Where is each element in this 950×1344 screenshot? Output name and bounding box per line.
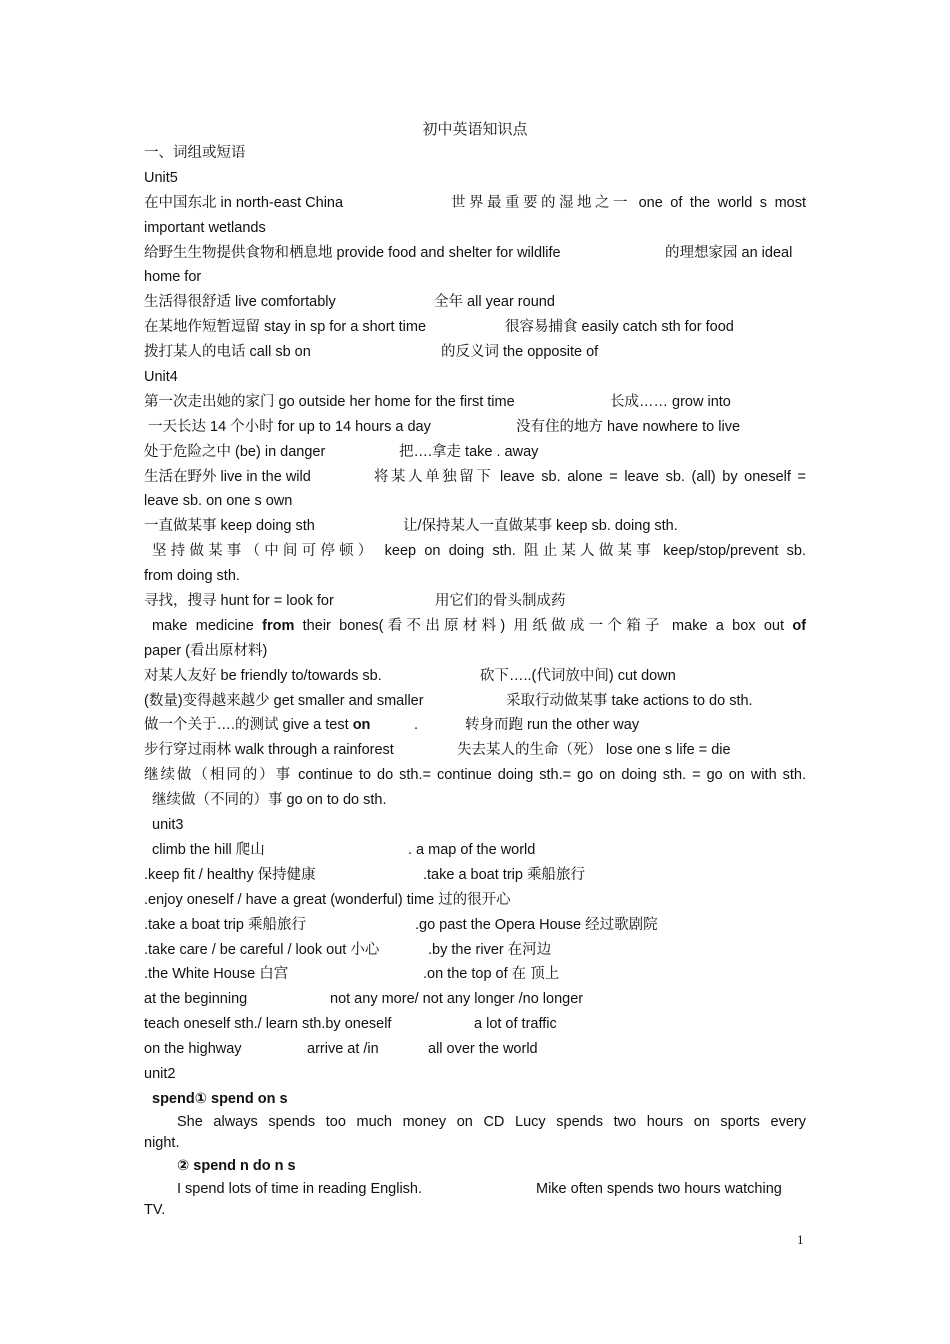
list-item: important wetlands [144, 219, 266, 236]
page-title: 初中英语知识点 [422, 120, 528, 138]
list-item: spend① spend on s [152, 1090, 288, 1107]
list-item: 做一个关于….的测试 give a test on . 转身而跑 run the other way [144, 717, 640, 734]
list-item: 在某地作短暂逗留 stay in sp for a short time 很容易捕食 easily catch sth for food [144, 319, 734, 336]
example-sentence: I spend lots of time in reading English. Mike often spends two hours watching [177, 1180, 782, 1197]
list-item: on the highway arrive at /in all over the world [144, 1041, 538, 1058]
unit-heading: unit3 [152, 817, 184, 834]
list-item: leave sb. on one s own [144, 493, 293, 510]
list-item: 继续做（不同的）事 go on to do sth. [152, 792, 387, 809]
list-item: at the beginning not any more/ not any longer /no longer [144, 991, 584, 1008]
list-item: 一直做某事 keep doing sth 让/保持某人一直做某事 keep sb. doing sth. [144, 518, 678, 535]
list-item: .enjoy oneself / have a great (wonderful) time 过的很开心 [144, 891, 511, 908]
list-item: 寻找，搜寻 hunt for = look for 用它们的骨头制成药 [144, 593, 566, 610]
list-item: make medicine from their bones(看不出原材料) 用纸做成一个箱子 make a box out of [152, 617, 806, 634]
list-item: 坚持做某事（中间可停顿） keep on doing sth. 阻止某人做某事 keep/stop/prevent sb. [152, 543, 806, 560]
example-sentence: night. [144, 1134, 180, 1151]
list-item: 步行穿过雨林 walk through a rainforest 失去某人的生命（死） lose one s life = die [144, 742, 731, 759]
list-item: 对某人友好 be friendly to/towards sb. 砍下…..(代词放中间) cut down [144, 667, 676, 684]
list-item: .take care / be careful / look out 小心 .by the river 在河边 [144, 941, 552, 958]
list-item: 第一次走出她的家门 go outside her home for the first time 长成…… grow into [144, 393, 731, 410]
list-item: from doing sth. [144, 568, 240, 585]
list-item: ② spend n do n s [177, 1157, 296, 1174]
list-item: (数量)变得越来越少 get smaller and smaller 采取行动做某事 take actions to do sth. [144, 692, 753, 709]
unit-heading: Unit5 [144, 169, 178, 186]
list-item: 在中国东北 in north-east China 世界最重要的湿地之一 one of the world s most [144, 194, 806, 211]
list-item: 拨打某人的电话 call sb on 的反义词 the opposite of [144, 344, 599, 361]
list-item: climb the hill 爬山 . a map of the world [152, 841, 536, 858]
list-item: .the White House 白宫 .on the top of 在 顶上 [144, 966, 560, 983]
example-sentence: TV. [144, 1201, 166, 1218]
list-item: .keep fit / healthy 保持健康 .take a boat trip 乘船旅行 [144, 866, 585, 883]
list-item: 处于危险之中 (be) in danger 把….拿走 take . away [144, 443, 539, 460]
section-heading: 一、词组或短语 [144, 145, 246, 161]
unit-heading: Unit4 [144, 369, 178, 386]
list-item: .take a boat trip 乘船旅行 .go past the Opera House 经过歌剧院 [144, 916, 658, 933]
page-number: 1 [797, 1232, 804, 1247]
list-item: 生活得很舒适 live comfortably 全年 all year round [144, 294, 555, 311]
list-item: 给野生生物提供食物和栖息地 provide food and shelter for wildlife 的理想家园 an ideal [144, 244, 793, 261]
list-item: home for [144, 269, 202, 286]
list-item: 继续做（相同的）事 continue to do sth.= continue doing sth.= go on doing sth. = go on with sth. [144, 767, 806, 784]
example-sentence: She always spends too much money on CD Lucy spends two hours on sports every [177, 1113, 806, 1130]
list-item: 生活在野外 live in the wild 将某人单独留下 leave sb. alone = leave sb. (all) by oneself = [144, 468, 806, 485]
unit-heading: unit2 [144, 1065, 176, 1082]
list-item: paper (看出原材料) [144, 642, 268, 659]
list-item: 一天长达 14 个小时 for up to 14 hours a day 没有住的地方 have nowhere to live [148, 418, 741, 435]
list-item: teach oneself sth./ learn sth.by oneself a lot of traffic [144, 1016, 557, 1033]
content [144, 141, 806, 1221]
